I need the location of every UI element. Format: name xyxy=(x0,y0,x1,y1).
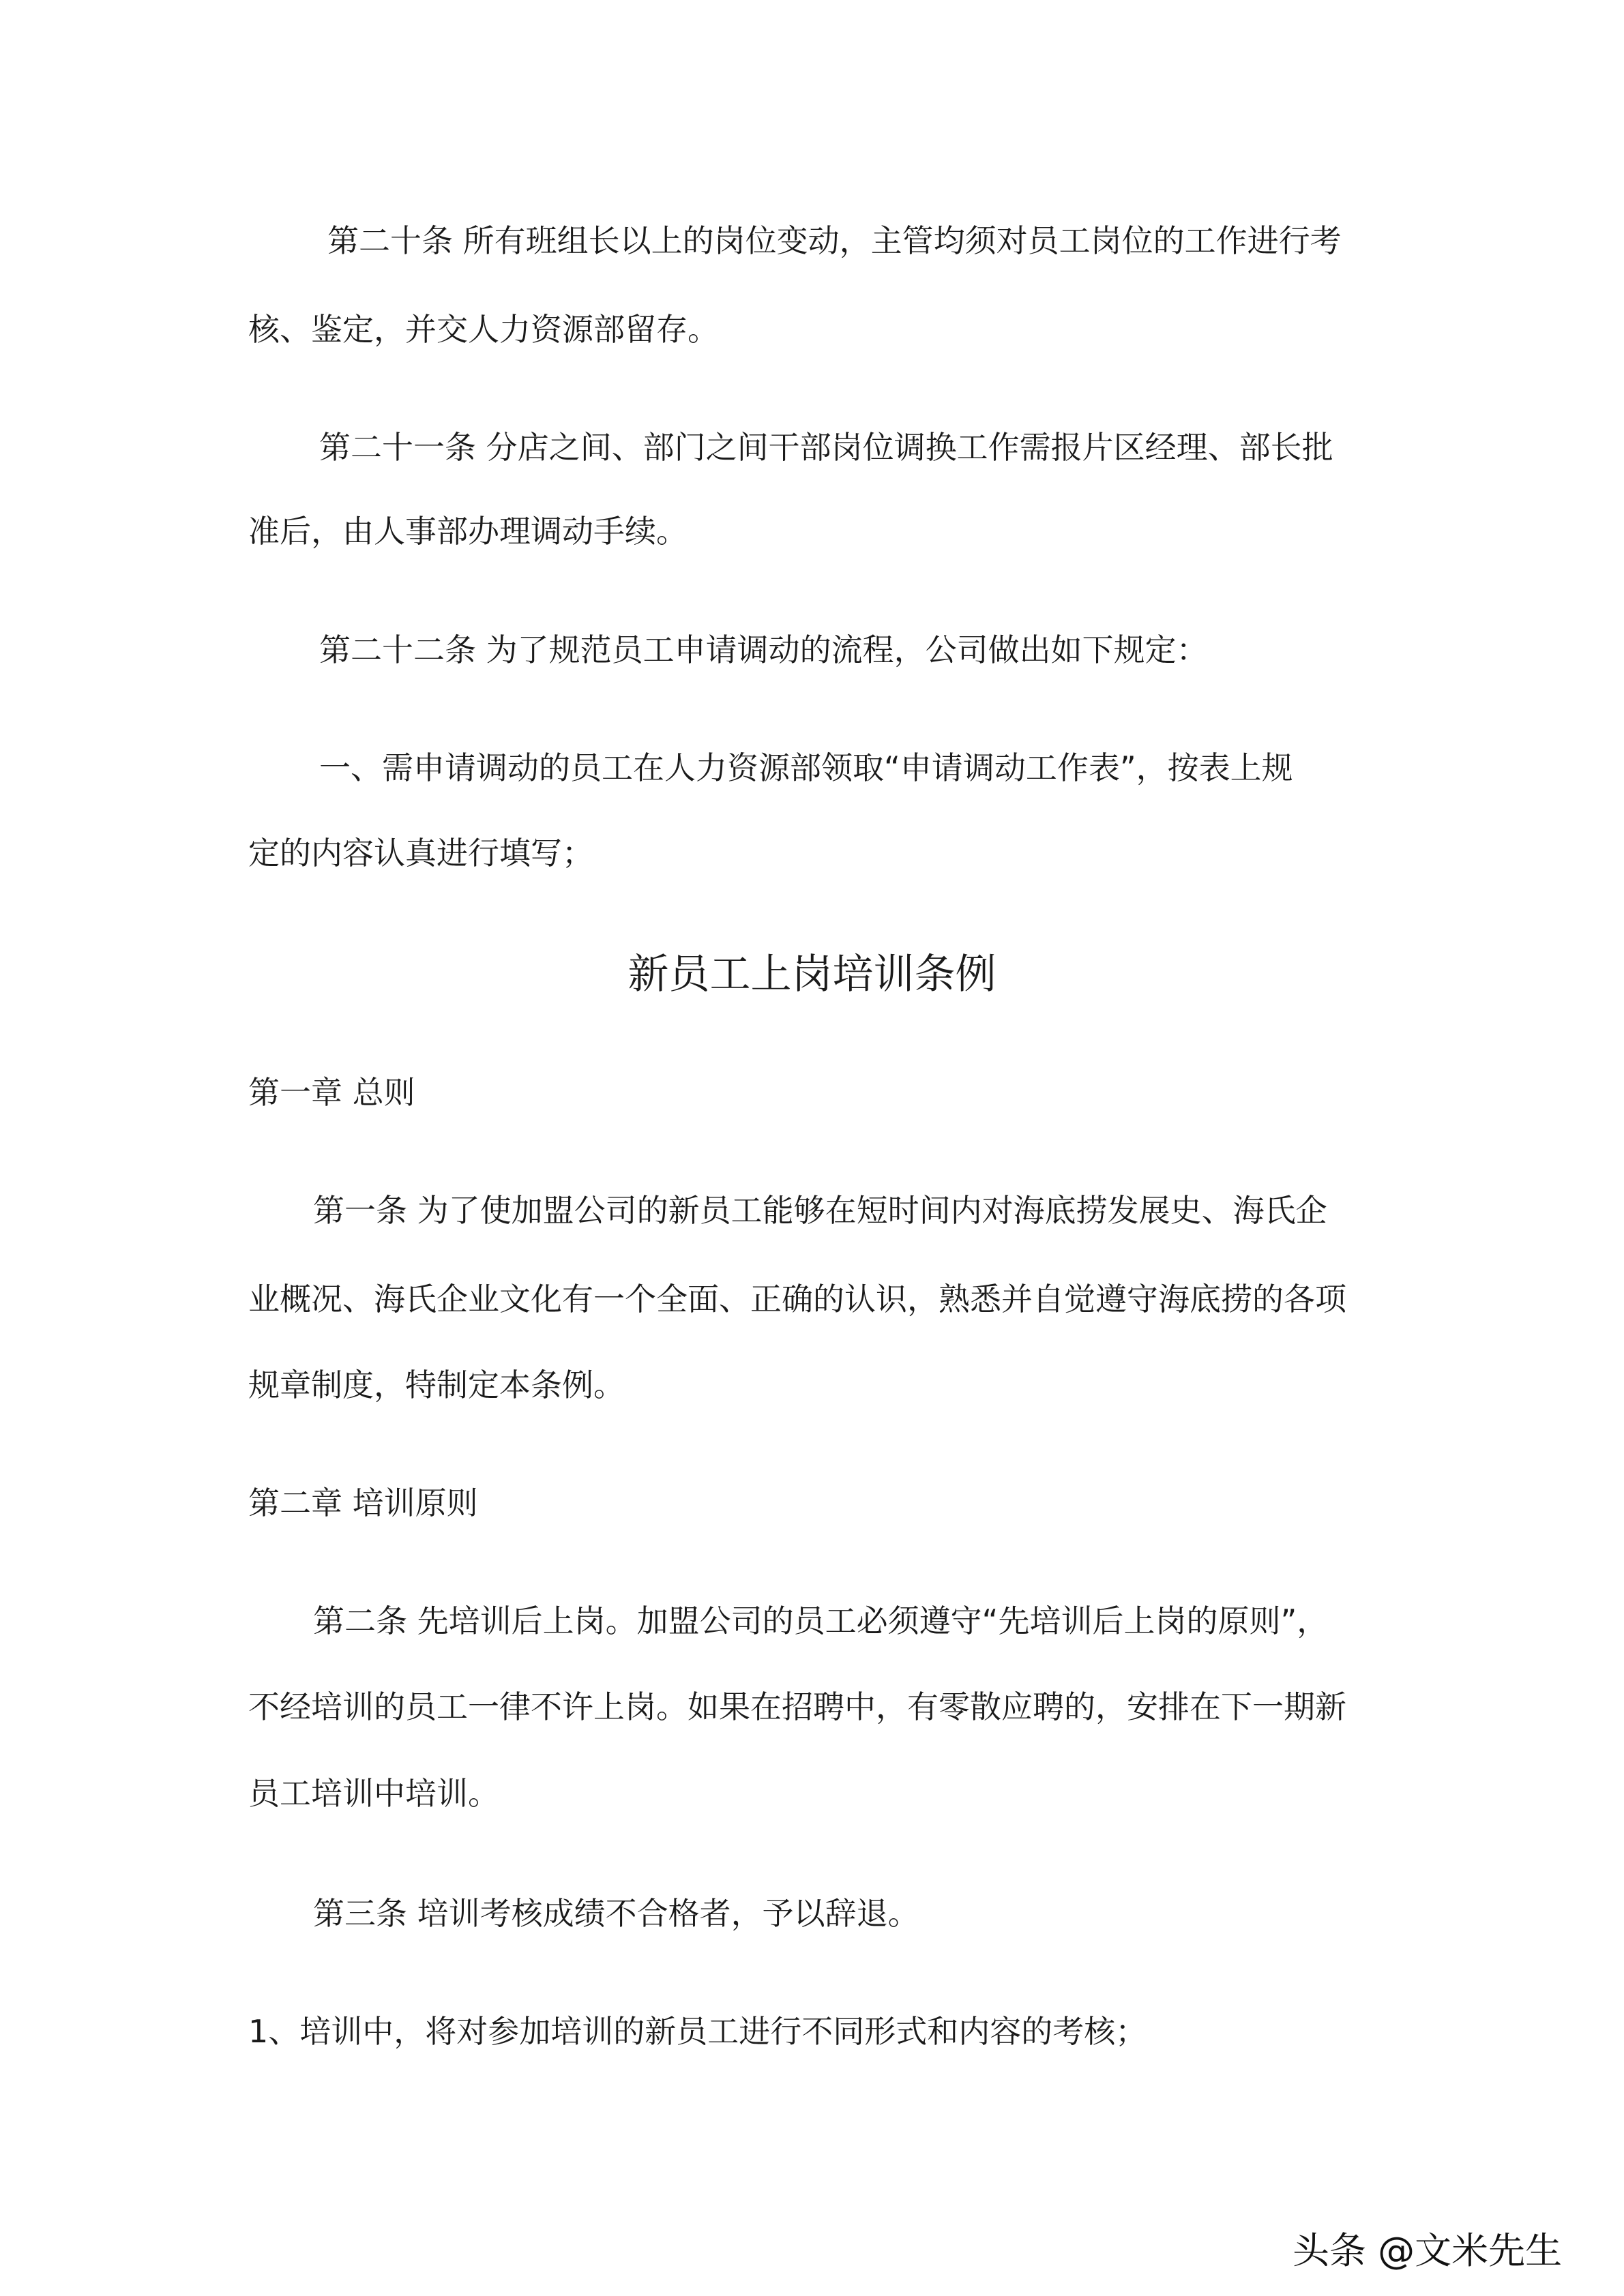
article-1-line-1: 第一条 为了使加盟公司的新员工能够在短时间内对海底捞发展史、海氏企 xyxy=(313,1192,1327,1229)
watermark: 头条 @文米先生 xyxy=(1293,2229,1563,2272)
article-22: 第二十二条 为了规范员工申请调动的流程，公司做出如下规定： xyxy=(319,631,1208,668)
article-21-line-1: 第二十一条 分店之间、部门之间干部岗位调换工作需报片区经理、部长批 xyxy=(319,429,1333,466)
chapter-2-heading: 第二章 培训原则 xyxy=(248,1485,478,1521)
article-1-line-2: 业概况、海氏企业文化有一个全面、正确的认识，熟悉并自觉遵守海底捞的各项 xyxy=(248,1281,1346,1317)
item-1: 1、培训中，将对参加培训的新员工进行不同形式和内容的考核； xyxy=(248,2013,1147,2050)
section-title: 新员工上岗培训条例 xyxy=(628,951,996,998)
article-1-line-3: 规章制度，特制定本条例。 xyxy=(248,1367,625,1403)
article-2-line-3: 员工培训中培训。 xyxy=(248,1775,499,1812)
article-21-line-2: 准后，由人事部办理调动手续。 xyxy=(248,513,688,550)
article-2-line-1: 第二条 先培训后上岗。加盟公司的员工必须遵守“先培训后上岗的原则”， xyxy=(313,1602,1329,1639)
rule-1-line-2: 定的内容认真进行填写； xyxy=(248,835,593,871)
article-20-line-1: 第二十条 所有班组长以上的岗位变动，主管均须对员工岗位的工作进行考 xyxy=(327,222,1342,259)
chapter-1-heading: 第一章 总则 xyxy=(248,1074,415,1111)
article-20-line-2: 核、鉴定，并交人力资源部留存。 xyxy=(248,311,719,348)
article-3: 第三条 培训考核成绩不合格者，予以辞退。 xyxy=(313,1895,919,1932)
article-2-line-2: 不经培训的员工一律不许上岗。如果在招聘中，有零散应聘的，安排在下一期新 xyxy=(248,1688,1346,1725)
rule-1-line-1: 一、需申请调动的员工在人力资源部领取“申请调动工作表”，按表上规 xyxy=(319,749,1293,786)
